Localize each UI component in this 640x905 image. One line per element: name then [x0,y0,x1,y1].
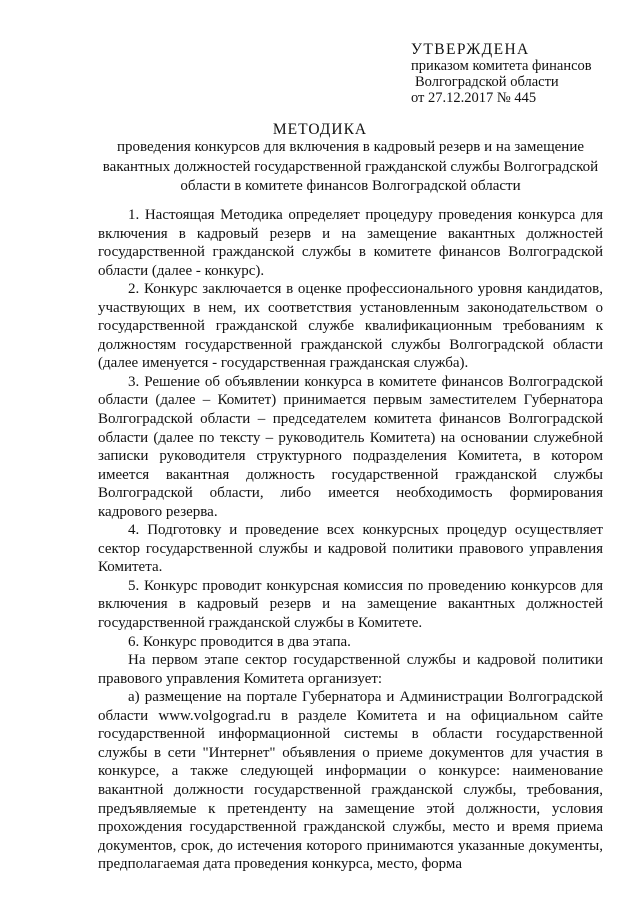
paragraph-first-stage: На первом этапе сектор государственной службы и кадровой политики правового управления Комитета организует: [98,652,603,687]
approval-title: УТВЕРЖДЕНА [411,41,530,58]
paragraph-6: 6. Конкурс проводится в два этапа. [128,633,351,650]
paragraph-item-a: а) размещение на портале Губернатора и Администрации Волгоградской области www.volgograd.ru в разделе Комитета и на официальном сайте государственной информационной системы в области государственной службы в сети "Интернет" объявления о приеме документов для участия в конкурсе, а также следующей информации о конкурсе: наименование вакантной должности государственной гражданской службы, требования, предъявляемые к претенденту на замещение этой должности, условия прохождения государственной гражданской службы, место и время приема документов, срок, до истечения которого принимаются указанные документы, предполагаемая дата проведения конкурса, место, форма [98,689,603,873]
approval-date-number: от 27.12.2017 № 445 [411,90,537,106]
paragraph-3: 3. Решение об объявлении конкурса в комитете финансов Волгоградской области (далее – Комитет) принимается первым заместителем Губернатора Волгоградской области – председателем комитета финансов Волгоградской области (далее по тексту – руководитель Комитета) на основании служебной записки руководителя структурного подразделения Комитета, в котором имеется вакантная должность государственной гражданской службы Волгоградской области, либо имеется необходимость формирования кадрового резерва. [98,373,603,520]
document-body [98,206,603,874]
paragraph-5: 5. Конкурс проводит конкурсная комиссия по проведению конкурсов для включения в кадровый резерв и на замещение вакантных должностей государственной гражданской службы в Комитете. [98,577,603,632]
approval-stamp [411,42,626,106]
paragraph-4: 4. Подготовку и проведение всех конкурсных процедур осуществляет сектор государственной службы и кадровой политики правового управления Комитета. [98,522,603,576]
approval-region-line: Волгоградской области [415,74,559,90]
paragraph-2: 2. Конкурс заключается в оценке профессионального уровня кандидатов, участвующих в нем, их соответствия установленным законодательством о государственной гражданской службе квалификационным требованиям к должностям государственной гражданской службы Волгоградской области (далее именуется - государственная гражданская служба). [98,281,603,372]
paragraph-1: 1. Настоящая Методика определяет процедуру проведения конкурса для включения в кадровый резерв и на замещение вакантных должностей государственной гражданской службы в комитете финансов Волгоградской области (далее - конкурс). [98,207,603,279]
document-subtitle: проведения конкурсов для включения в кадровый резерв и на замещение вакантных должностей государственной гражданской службы Волгоградской области в комитете финансов Волгоградской области [102,139,599,194]
document-title: МЕТОДИКА [272,121,368,138]
approval-order-line: приказом комитета финансов [411,58,592,74]
